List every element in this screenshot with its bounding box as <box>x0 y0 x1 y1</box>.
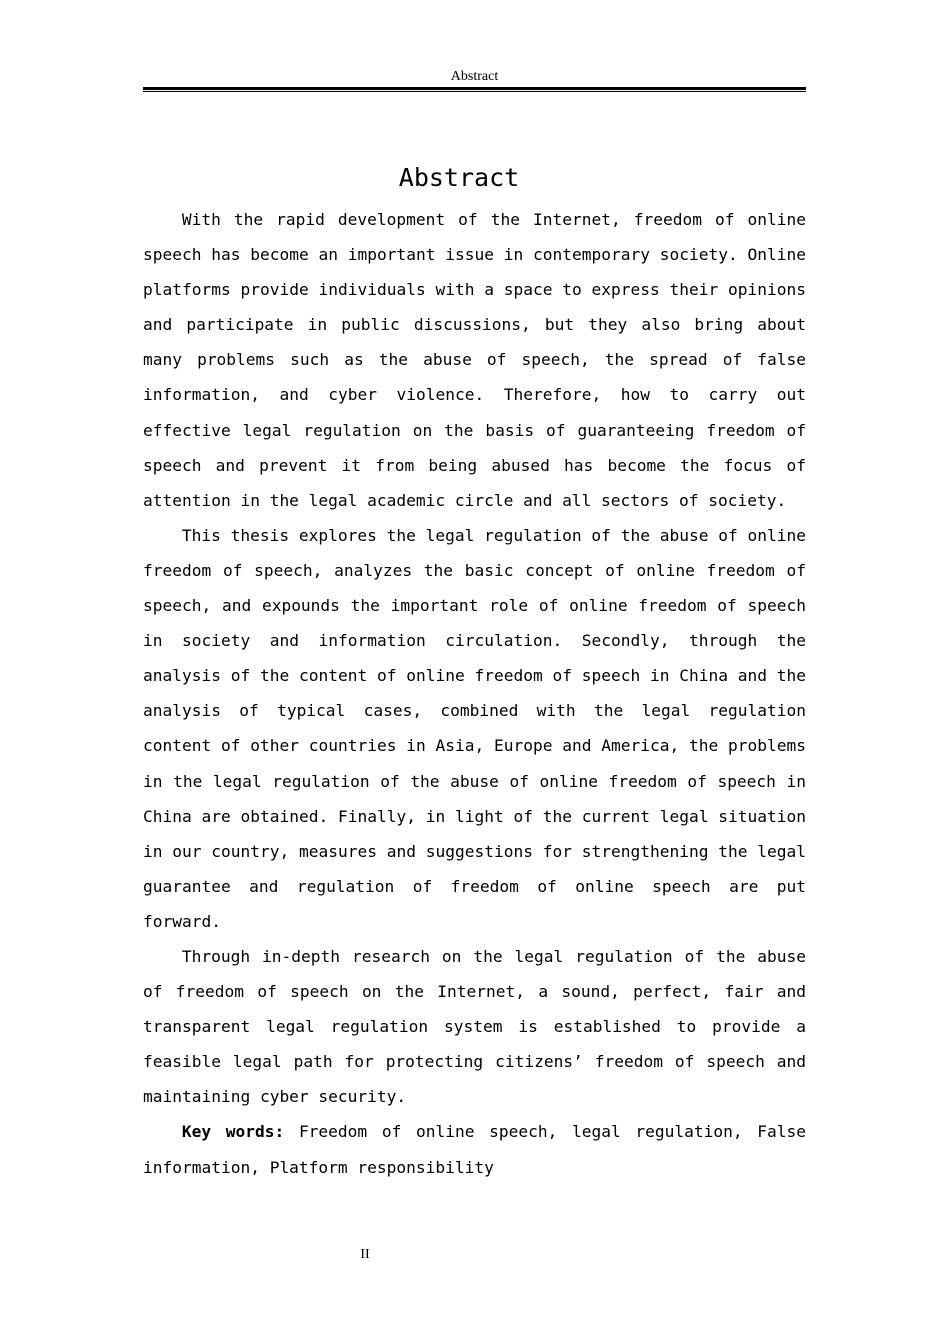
paragraph-3: Through in-depth research on the legal regulation of the abuse of freedom of speech on the Internet, a sound, perfect, fair and transparent legal regulation system is established to provide a feasible legal path for protecting citizens’ freedom of speech and maintaining cyber security. <box>143 946 806 1107</box>
paragraph-2: This thesis explores the legal regulation of the abuse of online freedom of speech, analyzes the basic concept of online freedom of speech, and expounds the important role of online freedom of speech in society and information circulation. Secondly, through the analysis of the content of online freedom of speech in China and the analysis of typical cases, combined with the legal regulation content of other countries in Asia, Europe and America, the problems in the legal regulation of the abuse of online freedom of speech in China are obtained. Finally, in light of the current legal situation in our country, measures and suggestions for strengthening the legal guarantee and regulation of freedom of online speech are put forward. <box>143 525 806 931</box>
paragraph-1: With the rapid development of the Internet, freedom of online speech has become an important issue in contemporary society. Online platforms provide individuals with a space to express their opinions and participate in public discussions, but they also bring about many problems such as the abuse of speech, the spread of false information, and cyber violence. Therefore, how to carry out effective legal regulation on the basis of guaranteeing freedom of speech and prevent it from being abused has become the focus of attention in the legal academic circle and all sectors of society. <box>143 210 806 510</box>
keywords-text: Freedom of online speech, legal regulation, False information, Platform responsibility <box>143 1122 806 1177</box>
keywords-line <box>143 1114 806 1184</box>
page-number: II <box>360 1247 370 1262</box>
page-title: Abstract <box>398 163 520 192</box>
header-rule-thick <box>143 87 806 90</box>
keywords-label: Key words: <box>181 1122 285 1142</box>
abstract-body <box>143 202 806 1185</box>
running-header: Abstract <box>450 69 499 84</box>
header-rule-thin <box>143 91 806 92</box>
